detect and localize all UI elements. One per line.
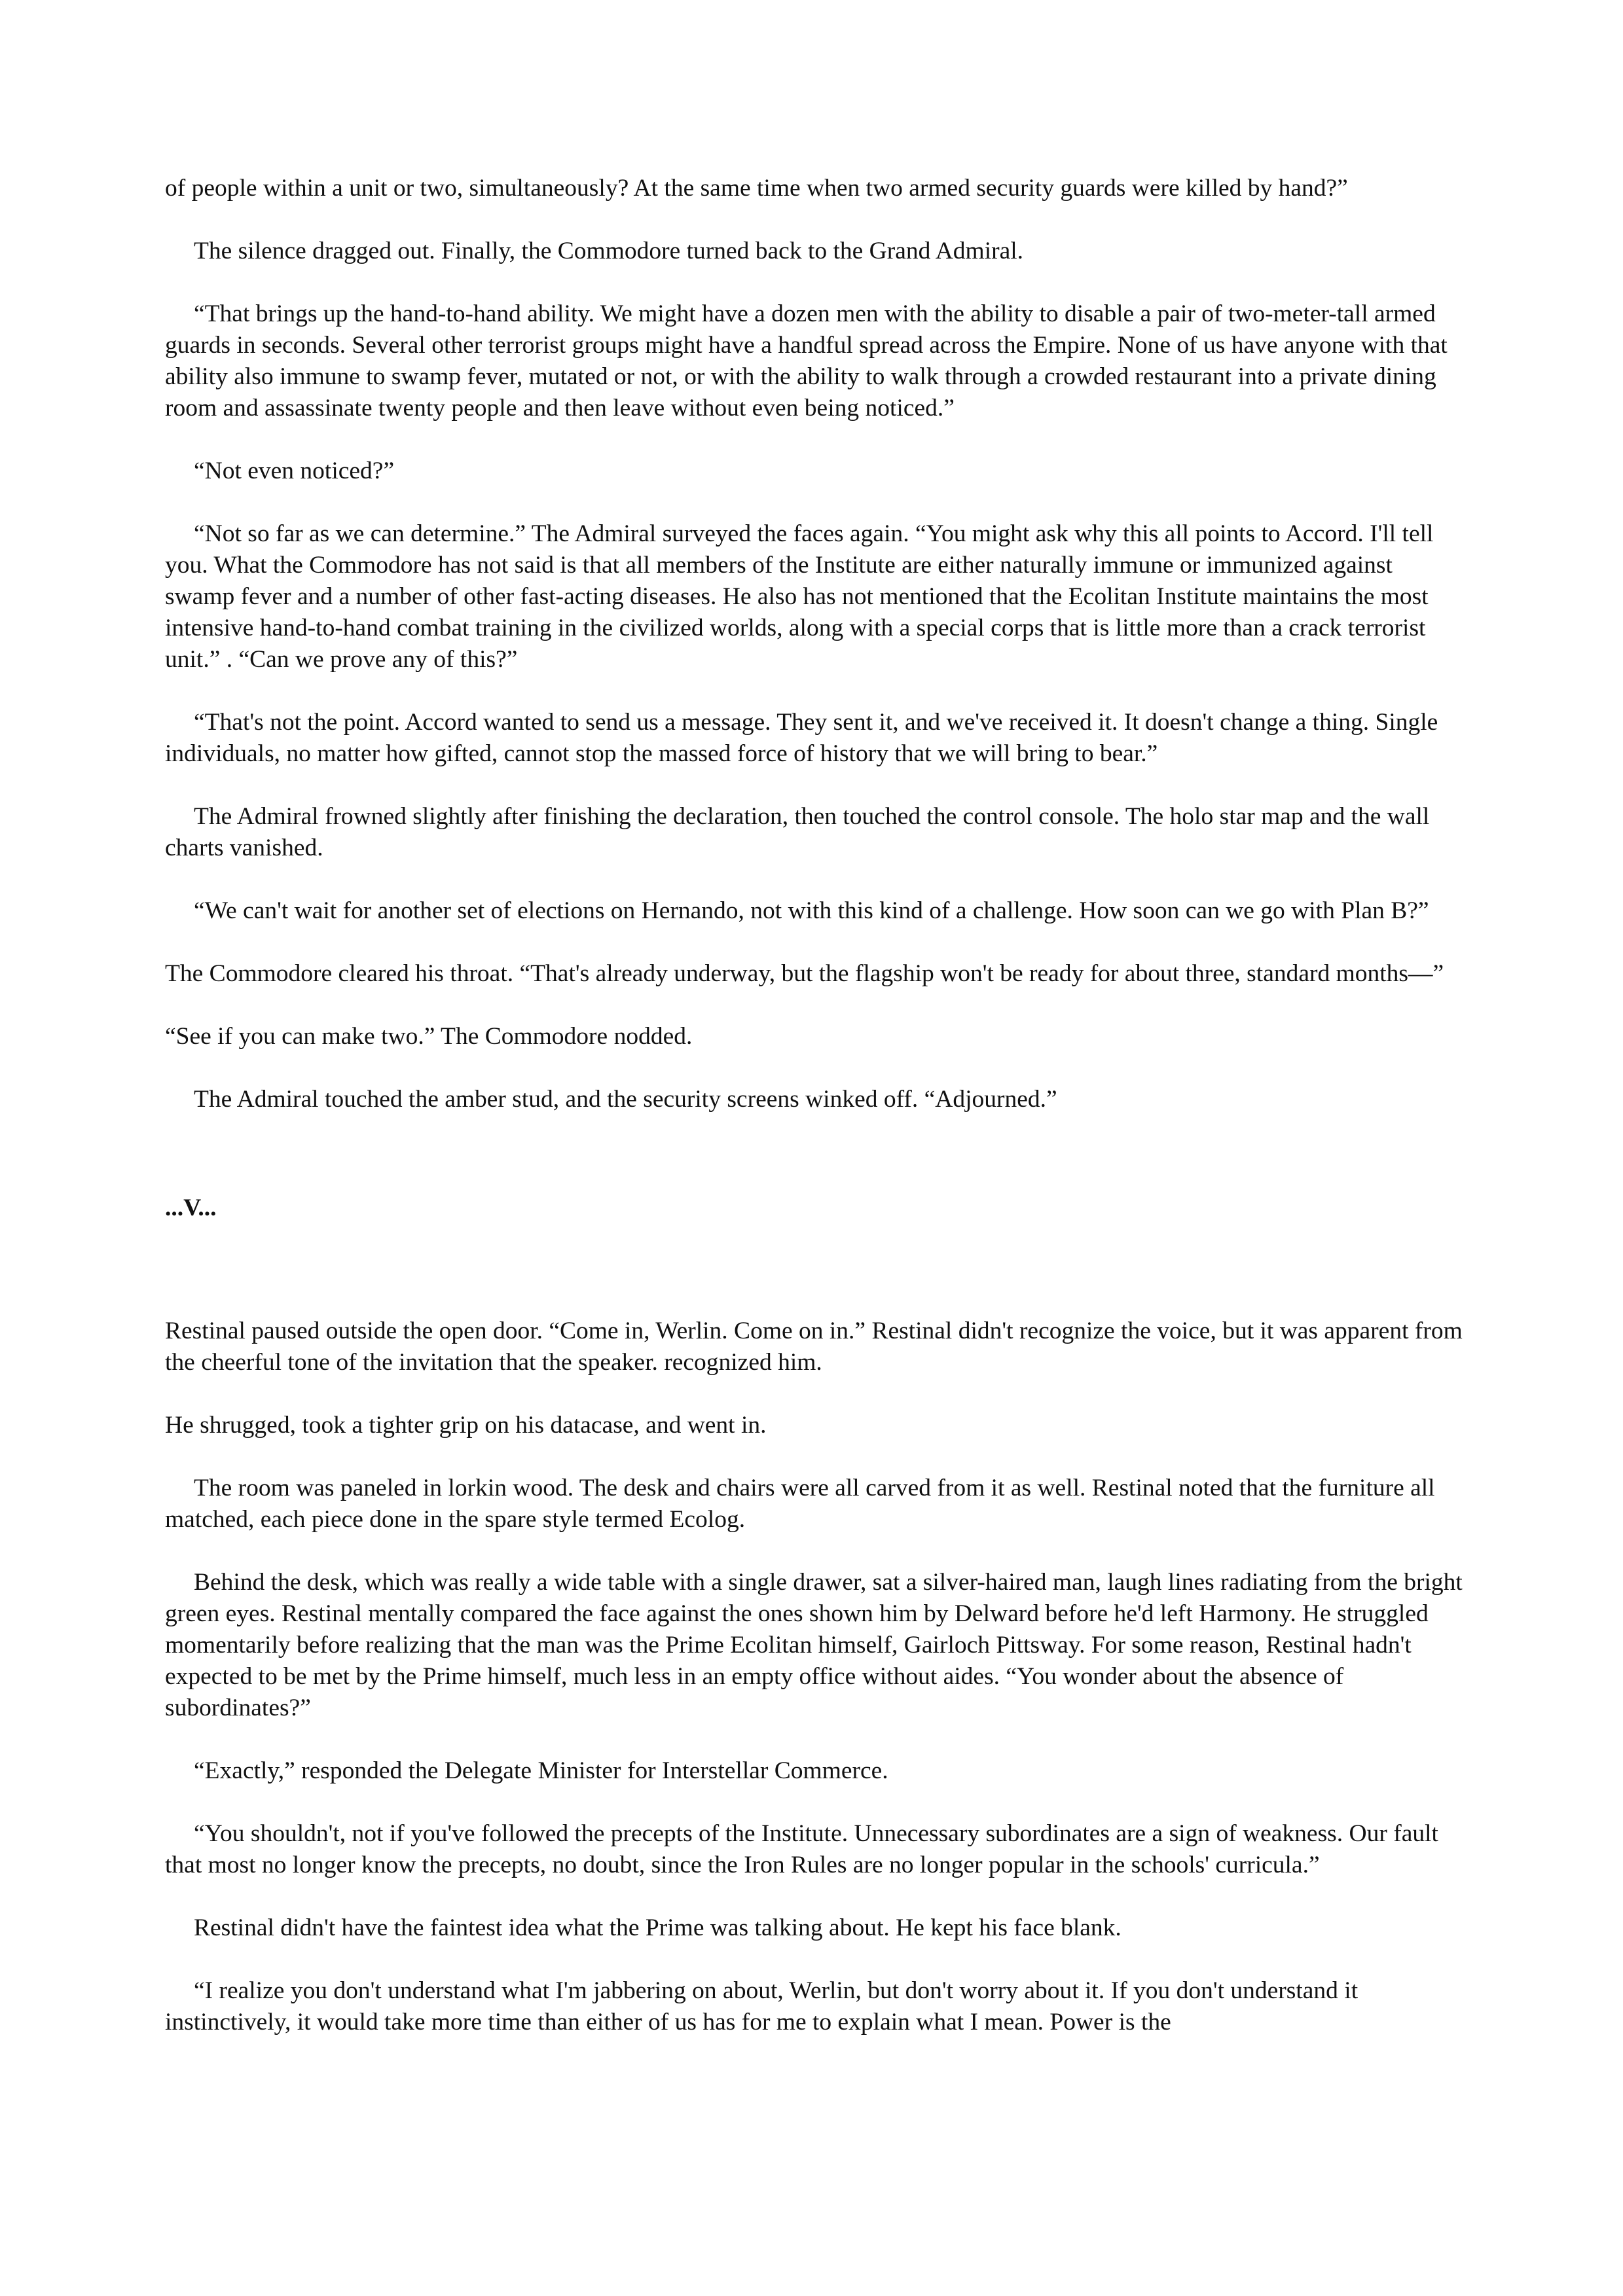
paragraph: “We can't wait for another set of elections on Hernando, not with this kind of a challenge. How soon can we go with Plan B?” [194, 897, 1429, 924]
paragraph: The Admiral frowned slightly after finishing the declaration, then touched the control console. The holo star map and the wall charts vanished. [165, 803, 1430, 861]
text-block-after-heading [165, 1316, 1468, 2038]
paragraph: “That's not the point. Accord wanted to send us a message. They sent it, and we've received it. It doesn't change a thing. Single individuals, no matter how gifted, cannot stop the massed force of history that we will bring to bear.” [165, 709, 1438, 767]
paragraph: “Exactly,” responded the Delegate Minister for Interstellar Commerce. [194, 1757, 888, 1784]
paragraph: The room was paneled in lorkin wood. The desk and chairs were all carved from it as well. Restinal noted that the furniture all matched, each piece done in the spare style termed Ecolog. [165, 1475, 1435, 1533]
paragraph: “Not so far as we can determine.” The Admiral surveyed the faces again. “You might ask why this all points to Accord. I'll tell you. What the Commodore has not said is that all members of the Institute are either naturally immune or immunized against swamp fever and a number of other fast-acting diseases. He also has not mentioned that the Ecolitan Institute maintains the most intensive hand-to-hand combat training in the civilized worlds, along with a special corps that is little more than a crack terrorist unit.” . “Can we prove any of this?” [165, 520, 1434, 673]
paragraph: “I realize you don't understand what I'm jabbering on about, Werlin, but don't worry about it. If you don't understand it instinctively, it would take more time than either of us has for me to explain what I mean. Power is the [165, 1977, 1359, 2036]
paragraph: Behind the desk, which was really a wide table with a single drawer, sat a silver-haired man, laugh lines radiating from the bright green eyes. Restinal mentally compared the face against the ones shown him by Delward before he'd left Harmony. He struggled momentarily before realizing that the man was the Prime Ecolitan himself, Gairloch Pittsway. For some reason, Restinal hadn't expected to be met by the Prime himself, much less in an empty office without aides. “You wonder about the absence of subordinates?” [165, 1569, 1463, 1721]
paragraph: of people within a unit or two, simultaneously? At the same time when two armed security guards were killed by hand?” [165, 175, 1348, 202]
paragraph: Restinal didn't have the faintest idea what the Prime was talking about. He kept his face blank. [194, 1914, 1122, 1941]
document-page [165, 173, 1468, 2070]
text-block-before-heading [165, 173, 1468, 1115]
paragraph: “You shouldn't, not if you've followed the precepts of the Institute. Unnecessary subordinates are a sign of weakness. Our fault that most no longer know the precepts, no doubt, since the Iron Rules are no longer popular in the schools' curricula.” [165, 1820, 1438, 1878]
paragraph: “That brings up the hand-to-hand ability. We might have a dozen men with the ability to disable a pair of two-meter-tall armed guards in seconds. Several other terrorist groups might have a handful spread across the Empire. None of us have anyone with that ability also immune to swamp fever, mutated or not, or with the ability to walk through a crowded restaurant into a private dining room and assassinate twenty people and then leave without even being noticed.” [165, 300, 1448, 422]
section-heading: ...V... [165, 1194, 217, 1221]
paragraph: The Admiral touched the amber stud, and the security screens winked off. “Adjourned.” [194, 1086, 1057, 1113]
paragraph: “Not even noticed?” [194, 457, 395, 484]
paragraph: He shrugged, took a tighter grip on his datacase, and went in. [165, 1412, 767, 1439]
paragraph: Restinal paused outside the open door. “Come in, Werlin. Come on in.” Restinal didn't recognize the voice, but it was apparent from the cheerful tone of the invitation that the speaker. recognized him. [165, 1318, 1463, 1376]
paragraph: The silence dragged out. Finally, the Commodore turned back to the Grand Admiral. [194, 238, 1024, 264]
paragraph: “See if you can make two.” The Commodore nodded. [165, 1023, 693, 1050]
paragraph: The Commodore cleared his throat. “That's already underway, but the flagship won't be ready for about three, standard months—” [165, 960, 1444, 987]
